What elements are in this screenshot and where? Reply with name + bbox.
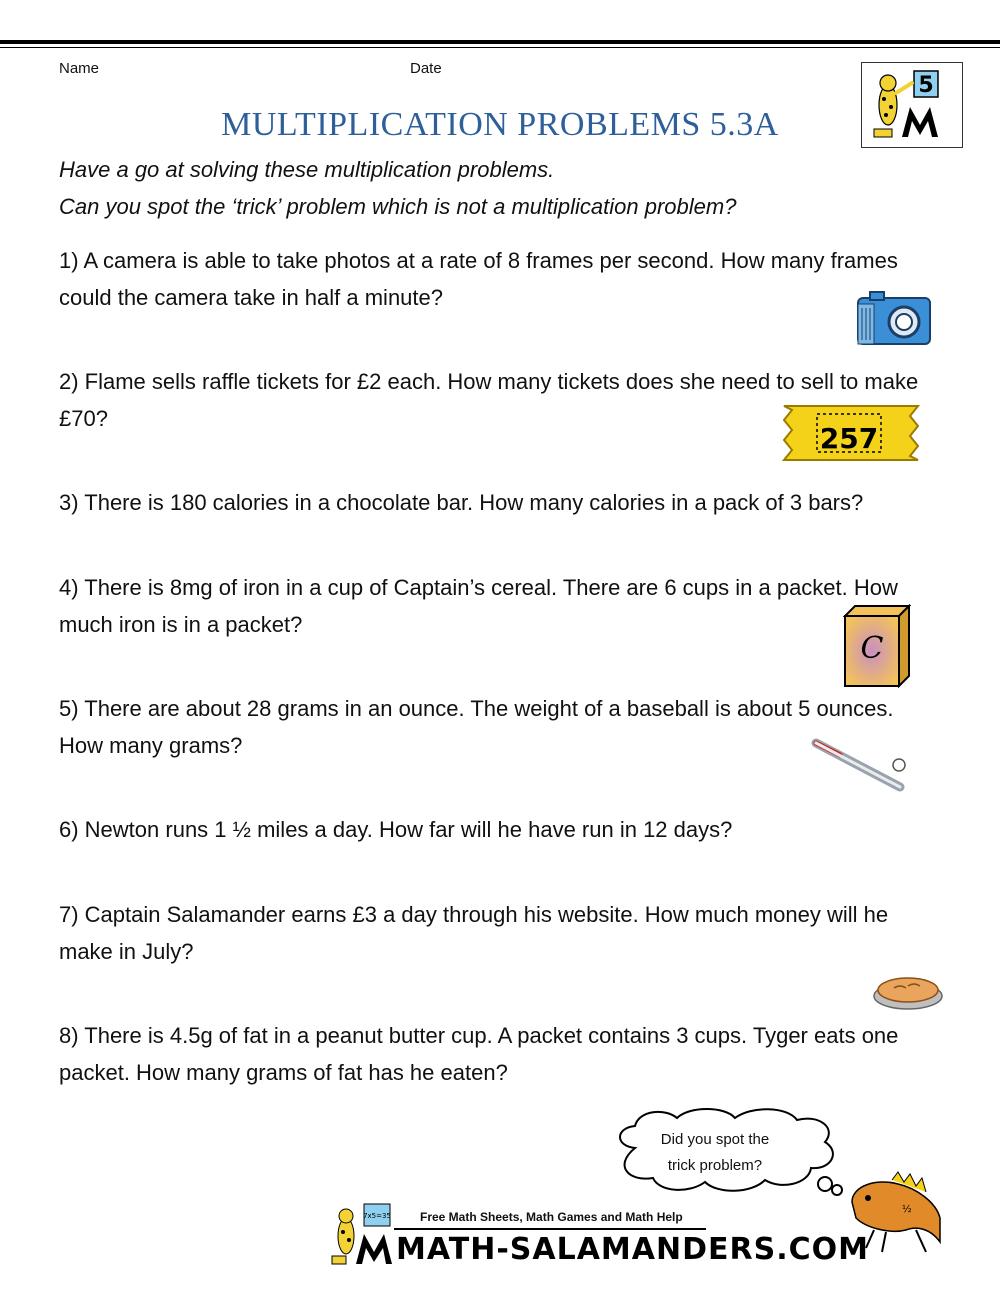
intro-line-2: Can you spot the ‘trick’ problem which is not a multiplication problem? [59,194,737,219]
top-rule-thin [0,47,1000,48]
problem-3: 3) There is 180 calories in a chocolate bar. How many calories in a pack of 3 bars? [59,490,864,515]
cereal-letter: C [860,631,884,666]
bubble-line-1: Did you spot the [660,1131,770,1148]
footer-salamander-logo [326,1200,394,1268]
footer-tagline: Free Math Sheets, Math Games and Math Help [420,1210,683,1224]
problem-7: 7) Captain Salamander earns £3 a day through his website. How much money will he make in July? [59,902,889,964]
intro-line-1: Have a go at solving these multiplication problems. [59,157,555,182]
name-label: Name [59,60,100,77]
date-label: Date [410,60,442,77]
footer-divider [394,1228,706,1230]
problem-4: 4) There is 8mg of iron in a cup of Captain’s cereal. There are 6 cups in a packet. How much iron is in a packet? [59,575,898,637]
camera-icon [856,290,934,348]
top-rule-thick [0,40,1000,44]
footer-site-link[interactable]: MATH-SALAMANDERS.COM [396,1232,869,1267]
pie-icon [870,970,946,1012]
level-number: 5 [918,73,934,98]
thought-bubble-text [640,1127,790,1179]
footer-logo-text: 7x5=35 [363,1212,391,1220]
page-title: MULTIPLICATION PROBLEMS 5.3A [221,106,779,143]
problem-6: 6) Newton runs 1 ½ miles a day. How far will he have run in 12 days? [59,817,733,842]
problem-1: 1) A camera is able to take photos at a rate of 8 frames per second. How many frames could the camera take in half a minute? [59,248,898,310]
ticket-number: 257 [819,422,879,455]
problem-8: 8) There is 4.5g of fat in a peanut butter cup. A packet contains 3 cups. Tyger eats one packet. How many grams of fat has he eaten? [59,1023,899,1085]
baseball-bat-icon [810,735,910,795]
raffle-ticket-icon [782,404,920,462]
problem-5: 5) There are about 28 grams in an ounce. The weight of a baseball is about 5 ounces. How many grams? [59,696,894,758]
bubble-line-2: trick problem? [667,1157,763,1174]
problem-2: 2) Flame sells raffle tickets for £2 each. How many tickets does she need to sell to make £70? [59,369,919,431]
cereal-box-icon [843,604,911,688]
svg-text:½: ½ [902,1204,912,1215]
